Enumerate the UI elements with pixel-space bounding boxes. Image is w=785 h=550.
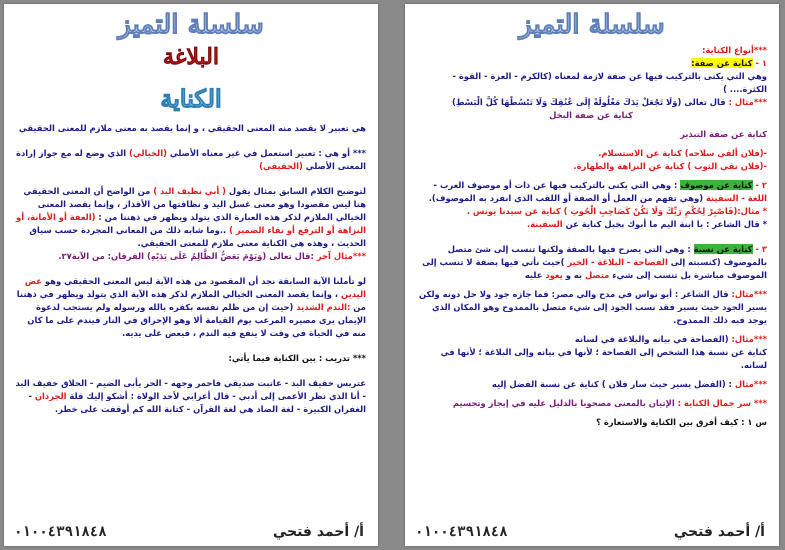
intro-text: هي تعبير لا يقصد منه المعنى الحقيقي ، و إنما يقصد به معنى ملازم للمعنى الحقيقي [18,123,366,133]
example-text: :قال تعالى (وَيَوْمَ يَعَضُّ الظَّالِمُ عَلَى يَدَيْهِ) الفرقان: من الآية٢٧. [58,251,314,261]
left-page [4,4,378,546]
type-2-def-b: العرب - [433,180,465,190]
page-title: البلاغة [163,44,219,70]
definition-red-1: (الخيالي) [129,148,167,158]
beauty-label: *** سر جمال الكناية : [677,398,767,408]
page-subtitle: الكناية [160,84,222,113]
type-2 [415,179,767,205]
page-footer [405,522,779,540]
explanation-3: ..وما شابه ذلك من المعاني المجردة حسب سياق الحديث ، وهذه هي الكناية معنى ملازم للمعنى الحقيقي. [29,225,366,248]
type-1-example-3: -(فلان نقي الثوب ) كناية عن النزاهة والطهارة. [573,161,767,171]
type-3-example-2-label: ***مثال: [731,334,767,344]
exercise-red: الجرذان [34,391,67,401]
analysis-1: لو تأملنا الآية السابقة نجد أن المقصود من هذه الآية ليس المعنى الحقيقي وهو [44,276,366,286]
left-content [14,122,366,416]
type-1-example-label: ***مثال : [728,97,767,107]
exercise-1: عتريس خفيف اليد - عاتبت صديقي فاحمر وجهه - الحر يأبى الضيم - الحلاق [61,378,366,388]
type-3-red: الفصاحة - البلاغة - الخير [567,257,668,267]
type-2-example-1: * مثال:(فَاصْبِرْ لِحُكْمِ رَبِّكَ وَلَا تَكُنْ كَصَاحِبِ الْحُوتِ ) كناية عن سيدنا يونس . [466,206,767,216]
type-3-red-2: متصل [585,270,610,280]
type-2-def-c: (وهي تفهم من العمل أو الصفة أو اللقب الذي انفرد به الموصوف). [428,193,704,203]
type-1-definition: وهي التي يكنى بالتركيب فيها عن صفة لازمة لمعناه (كالكرم - العزة - القوة - الكثرة.... ) [452,71,767,94]
type-3-label: كناية عن نسبة [693,244,753,254]
type-1-example [415,96,767,109]
series-title: سلسلة التميز [519,10,665,40]
beauty [415,397,767,410]
type-3-example-label: ***مثال: [731,289,767,299]
type-3-example-2 [415,333,767,346]
type-3-example-3-text: : (الفضل يسير حيث سار فلان ) كناية عن نسبة الفضل إليه [491,379,732,389]
type-3-example [415,288,767,327]
type-3-example-3-label: ***مثال [734,379,767,389]
right-content [415,44,767,429]
explanation-red-2: (العفة أو الأمانة، أو النزاهة أو الترفع أو نقاء الضمير ) [15,212,366,235]
type-1-answer-2: كناية عن صفة التبذير [680,129,767,139]
explanation [14,185,366,250]
type-3-example-2-title: (الفصاحة في بيانه والبلاغة في لسانه [574,334,729,344]
exercise-label: *** تدريب : بين الكناية فيما يأتي: [228,353,366,363]
type-1-heading [415,57,767,70]
definition-prefix: *** أو هي : تعبير استعمل في غير معناه الأصلي [169,148,366,158]
analysis-red-1: عض اليدين [24,276,366,299]
right-page [405,4,779,546]
type-3-def-b: )حيث نأتي فيها بصفة لا تنسب إلى الموصوف مباشرة بل تنسب إلى شيء [422,257,767,280]
type-3-example-2-text: كناية عن نسبة هذا الشخص إلى الفصاحة ؛ لأنها في بيانه وإلى البلاغة ؛ لأنها في لسانه. [440,347,767,370]
type-3-number: ٣ - [755,244,767,254]
type-2-red: اللغة - السفينة [705,193,767,203]
page-footer [4,522,378,540]
definition [14,147,366,173]
type-2-label: كناية عن موصوف [680,180,753,190]
type-3-example-text: قال الشاعر : أبو نواس في مدح والي مصر: فما جازه جود ولا حل دونه ولكن يسير الجود حيث يسير فقد نسب الجود إلى شيء متصل بالممدوح وهو المكان الذي يوجد فيه ذلك الممدوح. [418,289,767,325]
phone-number: ٠١٠٠٤٣٩١٨٤٨ [14,524,107,540]
type-3-example-3 [415,378,767,391]
author-name: أ/ أحمد فتحي [673,524,765,540]
type-1-answer: كناية عن صفة البخل [549,110,633,120]
analysis-2: ، وإنما يقصد المعنى الخيالي الملازم لذكر هذه الآية الذي يتولد ويظهر في ذهننا من [16,289,366,312]
definition-red-2: (الحقيقي) [259,161,303,171]
exercise-text [14,377,366,416]
type-2-def-a: : وهي التي يكنى بالتركيب فيها عن ذات أو موصوف [467,180,678,190]
definition-mid: الذي وضع له مع جواز إرادة المعنى الأصلي [16,148,366,171]
type-3-def-c: به و [565,270,583,280]
type-2-number: ٢ - [755,180,767,190]
type-3 [415,243,767,282]
analysis-3: (حيث إن من ظلم نفسه بكفره بالله ورسوله ولم يستجب لدعوة الإيمان يرى مصيره المرعب يوم القيامة ألا وهو الإحراق في النار فيندم على ما كان منه في الحياة في وقت لا ينفع فيه الندم ، فيعض على يديه. [27,302,366,338]
exercise-2: خفيف اليد - أنا الذي نظر الأعمى إلى أدبي - قال أعرابي لأحد الولاة : أشكو إليك قلة [15,378,366,401]
series-title: سلسلة التميز [118,10,264,40]
types-heading: ***أنواع الكناية: [702,45,767,55]
type-3-def-d: عليه [524,270,543,280]
type-1-example-text: قال تعالى (وَلَا تَجْعَلْ يَدَكَ مَغْلُولَةً إِلَى عُنُقِكَ وَلَا تَبْسُطْهَا كُلَّ الْبَسْطِ) [452,97,726,107]
type-2-example-2-red: السفينة. [527,219,563,229]
author-name: أ/ أحمد فتحي [272,524,364,540]
type-3-red-3: يعود [545,270,563,280]
beauty-text: الإتيان بالمعنى مصحوبا بالدليل عليه في إيجاز وتجسيم [452,398,675,408]
example-label: ***مثال آخر [316,251,366,261]
analysis [14,275,366,340]
another-example [14,250,366,263]
explanation-1: لتوضيح الكلام السابق بمثال يقول [228,186,366,196]
type-1-number: ١ - [755,58,767,68]
exercise-3: - الغفران الكبيرة - لغة الضاد هي لغة القرآن - كتابة الله كم أوقفت على خطر. [28,391,366,414]
analysis-red-2: :الندم الشديد [296,302,351,312]
type-2-example-2 [415,218,767,231]
type-1-label: كناية عن صفة: [691,58,753,68]
type-3-def-a: : وهي التي يصرح فيها بالصفة ولكنها تنسب إلى شئ متصل بالموصوف (كنسبته إلى [447,244,767,267]
type-2-example-2-text: * قال الشاعر : يا ابنة اليم ما أبوك بخيل كناية عن [565,219,767,229]
question: س ١ : كيف أفرق بين الكناية والاستعارة ؟ [596,417,767,427]
phone-number: ٠١٠٠٤٣٩١٨٤٨ [415,524,508,540]
type-1-example-2: -(فلان ألقى سلاحه) كناية عن الاستسلام. [598,148,767,158]
explanation-2: من الواضح أن المعنى الحقيقي هنا ليس مقصودا وهو معنى غسل اليد و نظافتها من الأقذار ، وإنما يقصد المعنى الخيالي الملازم لذكر هذه العبارة الذي يتولد ويظهر في ذهننا من : [23,186,366,222]
explanation-red-1: ( أبي نظيف اليد ) [153,186,226,196]
